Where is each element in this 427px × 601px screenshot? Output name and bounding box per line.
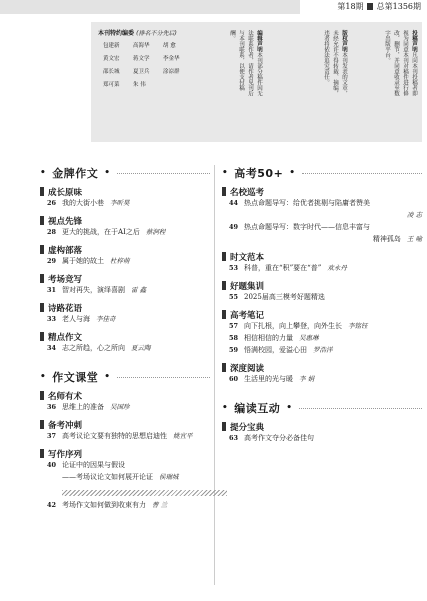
section-rule [117, 173, 210, 174]
toc-entry[interactable] [222, 333, 422, 345]
category-heading [40, 243, 210, 256]
category-marker-icon [40, 449, 44, 458]
issue-info [303, 0, 427, 14]
category-heading [222, 279, 422, 292]
page-number: 44 [228, 199, 238, 207]
page-number: 29 [46, 257, 56, 265]
entry-title: 论证中的因果与假设 [62, 461, 125, 469]
entry-author: 姚宜平 [173, 432, 193, 440]
category-heading [40, 330, 210, 343]
category-marker-icon [222, 281, 226, 290]
category-name: 诗路花语 [48, 303, 83, 314]
entry-title: 考场作文如何做到收束有力 [62, 501, 146, 509]
specialist-name: 郑可菜 [103, 82, 120, 88]
specialist-name: 胡 愈 [163, 43, 176, 49]
specialist-name: 高海华 [133, 43, 150, 49]
toc-entry[interactable] [40, 343, 210, 355]
category-name: 提分宝典 [230, 422, 265, 433]
toc-entry[interactable] [222, 198, 422, 210]
toc-entry[interactable] [40, 227, 210, 239]
category-marker-icon [222, 363, 226, 372]
notice-text: 凡向本刊投稿者即视为同意本刊对稿件进行修改、删节，并同意收录至数字出版平台。 [384, 30, 417, 96]
toc-entry[interactable] [40, 431, 210, 443]
name-row [103, 79, 193, 92]
name-row [103, 53, 193, 66]
entry-title: 2025届高三模考好题精选 [244, 293, 325, 301]
toc-entry[interactable] [222, 321, 422, 333]
notice-title: 版权声明 [341, 30, 347, 52]
section-bullet-icon: • [289, 168, 296, 178]
entry-author: 杜梓萌 [110, 257, 130, 265]
header-bar [0, 0, 300, 14]
page-number: 58 [228, 334, 238, 342]
toc-entry[interactable] [40, 460, 210, 472]
entry-title: 智对再失，演绎喜剧 [62, 286, 125, 294]
entry-title: 生活里的光与暖 [244, 375, 293, 383]
category-name: 成长原味 [48, 187, 83, 198]
category-marker-icon [222, 187, 226, 196]
category-marker-icon [40, 187, 44, 196]
category-heading [40, 389, 210, 402]
category-heading [40, 272, 210, 285]
category-heading [222, 308, 422, 321]
page-number: 55 [228, 293, 238, 301]
specialist-name: 涂凉群 [163, 69, 180, 75]
entry-title-cont: 精神孤岛 [372, 235, 401, 243]
toc-entry[interactable] [222, 222, 422, 234]
page-number: 37 [46, 432, 56, 440]
category-heading [222, 250, 422, 263]
column-divider [214, 165, 215, 585]
toc-entry[interactable] [222, 374, 422, 386]
specialist-name: 朱 伟 [133, 82, 146, 88]
specialist-name: 李金华 [163, 56, 180, 62]
page-number: 33 [46, 315, 56, 323]
page-number: 40 [46, 461, 56, 469]
specialist-name: 蒋文学 [133, 56, 150, 62]
category-name: 时文范本 [230, 252, 265, 263]
entry-author: 蔡润程 [145, 228, 166, 236]
issue-number: 第18期 [337, 2, 364, 11]
toc-entry[interactable] [222, 345, 422, 357]
entry-title: 老人与海 [62, 315, 90, 323]
page-number: 36 [46, 403, 56, 411]
entry-title: 我的大街小巷 [62, 199, 104, 207]
section-title [222, 165, 422, 181]
entry-author: 李 娟 [299, 375, 315, 383]
category-marker-icon [40, 420, 44, 429]
category-marker-icon [40, 274, 44, 283]
toc-entry[interactable] [222, 433, 422, 445]
decorative-wave [62, 490, 227, 496]
page-number: 49 [228, 223, 238, 231]
category-name: 考场竞写 [48, 274, 83, 285]
category-name: 高考笔记 [230, 310, 265, 321]
category-name: 深度阅读 [230, 363, 265, 374]
specialist-name: 包建新 [103, 43, 120, 49]
specialist-name: 夏卫兵 [133, 69, 150, 75]
category-heading [40, 185, 210, 198]
category-name: 精点作文 [48, 332, 83, 343]
category-marker-icon [222, 422, 226, 431]
entry-author-line [222, 210, 422, 222]
entry-subtitle [40, 472, 210, 484]
category-name: 名校巡考 [230, 187, 265, 198]
category-name: 好题集训 [230, 281, 265, 292]
section-bullet-icon: • [222, 403, 229, 413]
category-marker-icon [40, 332, 44, 341]
entry-author: 李铭钰 [348, 322, 368, 330]
name-row [103, 66, 193, 79]
section-title [222, 400, 422, 416]
page-number: 59 [228, 346, 238, 354]
section-rule [117, 377, 210, 378]
category-heading [222, 185, 422, 198]
entry-author: 王 喻 [406, 235, 422, 243]
category-marker-icon [40, 391, 44, 400]
section-bullet-icon: • [104, 168, 111, 178]
category-marker-icon [222, 252, 226, 261]
entry-title: 向下扎根，向上攀登，向外生长 [244, 322, 342, 330]
page-number: 34 [46, 344, 56, 352]
toc-entry[interactable] [40, 198, 210, 210]
section-name: 编读互动 [234, 402, 281, 415]
entry-title: 悟满校园，爱溢心田 [244, 346, 307, 354]
entry-author: 吴国珍 [110, 403, 130, 411]
section-name: 作文课堂 [52, 371, 99, 384]
notice-title: 编辑声明 [256, 30, 262, 52]
category-heading [222, 420, 422, 433]
entry-title: 属于她的故土 [62, 257, 104, 265]
category-heading [40, 214, 210, 227]
category-name: 写作序列 [48, 449, 83, 460]
entry-author: 吴惠琳 [299, 334, 319, 342]
page-number: 53 [228, 264, 238, 272]
category-name: 备考冲刺 [48, 420, 83, 431]
specialist-name [163, 79, 187, 92]
entry-author: 欢永丹 [327, 264, 347, 272]
total-issue-number: 总第1356期 [376, 2, 421, 11]
section-rule [299, 408, 422, 409]
entry-author: 夏云陶 [131, 344, 151, 352]
entry-title: 更大的挑战，在于AI之后 [62, 228, 140, 236]
entry-author: 李昕昊 [110, 199, 130, 207]
page-number: 42 [46, 501, 56, 509]
entry-title: 高考作文夺分必备佳句 [244, 434, 314, 442]
entry-subtitle-text: ——考场议论文如何展开论证 [62, 473, 153, 481]
notice-text: 本刊部分稿件因无法联系作者，请作者见刊后与本刊联系，以便支付稿酬。 [229, 30, 262, 96]
notice-block [300, 30, 348, 100]
section-bullet-icon: • [104, 372, 111, 382]
toc-entry[interactable] [40, 500, 210, 512]
page-number: 28 [46, 228, 56, 236]
section-bullet-icon: • [40, 168, 47, 178]
category-marker-icon [40, 216, 44, 225]
notice-text: 本刊发表的文章，未经允许不得转载、摘编，违者将依法追究责任。 [323, 30, 347, 96]
toc-entry[interactable] [40, 314, 210, 326]
entry-author: 李佳奇 [96, 315, 116, 323]
category-name: 虚构部落 [48, 245, 83, 256]
page-number: 63 [228, 434, 238, 442]
page-number: 26 [46, 199, 56, 207]
page-number: 31 [46, 286, 56, 294]
toc-entry[interactable] [222, 263, 422, 275]
toc-entry[interactable] [40, 285, 210, 297]
notice-title: 投稿声明 [411, 30, 417, 52]
entry-title: 科普，重在“积”要在“普” [244, 264, 322, 272]
section-bullet-icon: • [40, 372, 47, 382]
category-name: 名师有术 [48, 391, 83, 402]
section-name: 金牌作文 [52, 167, 99, 180]
entry-author: 雷 鑫 [131, 286, 147, 294]
entry-title: 相信相信的力量 [244, 334, 293, 342]
name-row [103, 40, 193, 53]
specialist-names [103, 40, 193, 92]
category-heading [40, 301, 210, 314]
entry-title: 热点命题导写：数字时代——信息丰富与 [244, 223, 370, 231]
entry-author: 罗浩洋 [313, 346, 333, 354]
specialist-name: 邵长城 [103, 69, 120, 75]
entry-title: 志之所趋，心之所向 [62, 344, 125, 352]
entry-author: 曹 兰 [152, 501, 168, 509]
toc-entry[interactable] [40, 402, 210, 414]
toc-entry[interactable] [222, 292, 422, 304]
specialists-title: 本刊特约编委 (排名不分先后) [98, 30, 177, 37]
section-bullet-icon: • [286, 403, 293, 413]
section-title [40, 369, 210, 385]
entry-author: 凌 志 [406, 211, 422, 219]
category-marker-icon [222, 310, 226, 319]
category-heading [40, 447, 210, 460]
separator-square-icon [367, 3, 373, 10]
page-number: 57 [228, 322, 238, 330]
section-name: 高考50+ [234, 167, 284, 180]
toc-entry[interactable] [40, 256, 210, 268]
notice-block [215, 30, 263, 100]
category-marker-icon [40, 303, 44, 312]
entry-continuation [222, 234, 422, 246]
category-name: 视点先锋 [48, 216, 83, 227]
entry-title: 热点命题导写：给优者挑剔与陷庸者赞美 [244, 199, 370, 207]
category-marker-icon [40, 245, 44, 254]
category-heading [40, 418, 210, 431]
specialist-name: 黄文宏 [103, 56, 120, 62]
entry-title: 高考议论文要有独特的思想启迪性 [62, 432, 167, 440]
page-number: 60 [228, 375, 238, 383]
section-bullet-icon: • [222, 168, 229, 178]
section-rule [302, 173, 422, 174]
notice-block [370, 30, 418, 100]
entry-author: 侯瑞城 [159, 473, 179, 481]
category-heading [222, 361, 422, 374]
entry-title: 思维上的准备 [62, 403, 104, 411]
section-title [40, 165, 210, 181]
